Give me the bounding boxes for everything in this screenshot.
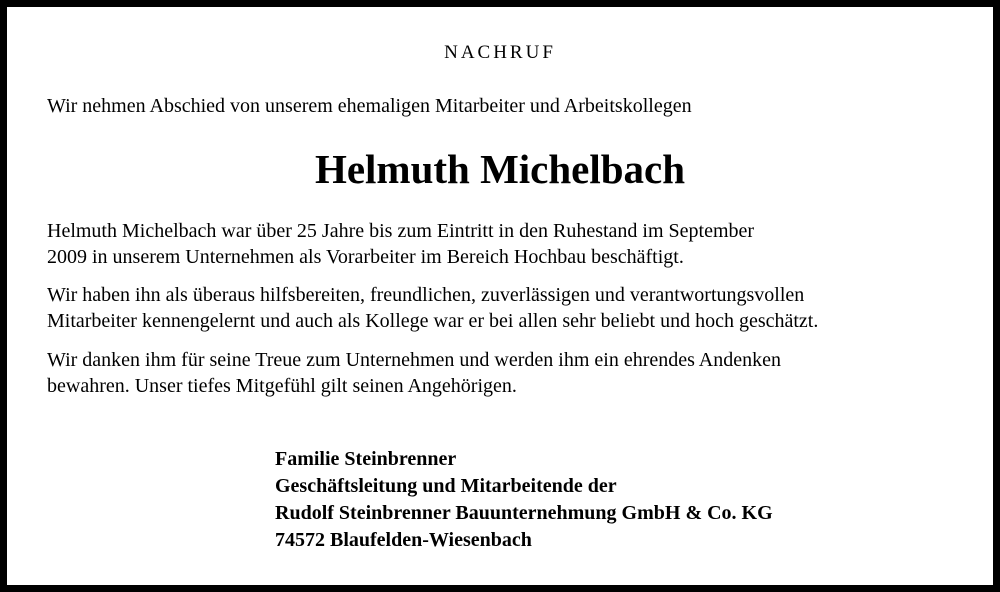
- signature-line: Familie Steinbrenner: [275, 448, 457, 470]
- signature-line: 74572 Blaufelden-Wiesenbach: [275, 529, 532, 551]
- paragraph-line: Wir haben ihn als überaus hilfsbereiten, freundlichen, zuverlässigen und verantwortungsvollen: [47, 284, 805, 306]
- intro-line: Wir nehmen Abschied von unserem ehemaligen Mitarbeiter und Arbeitskollegen: [47, 95, 692, 117]
- signature-line: Geschäftsleitung und Mitarbeitende der: [275, 475, 617, 497]
- paragraph-thanks: [47, 347, 781, 399]
- signature-block: [275, 446, 773, 554]
- paragraph-line: 2009 in unserem Unternehmen als Vorarbeiter im Bereich Hochbau beschäftigt.: [47, 246, 684, 268]
- paragraph-line: Helmuth Michelbach war über 25 Jahre bis zum Eintritt in den Ruhestand im September: [47, 220, 755, 242]
- paragraph-line: bewahren. Unser tiefes Mitgefühl gilt seinen Angehörigen.: [47, 375, 517, 397]
- paragraph-line: Mitarbeiter kennengelernt und auch als Kollege war er bei allen sehr beliebt und hoch geschätzt.: [47, 310, 819, 332]
- paragraph-career: [47, 218, 754, 270]
- paragraph-character: [47, 282, 818, 334]
- notice-heading: NACHRUF: [444, 42, 556, 63]
- signature-line: Rudolf Steinbrenner Bauunternehmung GmbH & Co. KG: [275, 502, 773, 524]
- paragraph-line: Wir danken ihm für seine Treue zum Unternehmen und werden ihm ein ehrendes Andenken: [47, 349, 781, 371]
- deceased-name: Helmuth Michelbach: [314, 146, 686, 192]
